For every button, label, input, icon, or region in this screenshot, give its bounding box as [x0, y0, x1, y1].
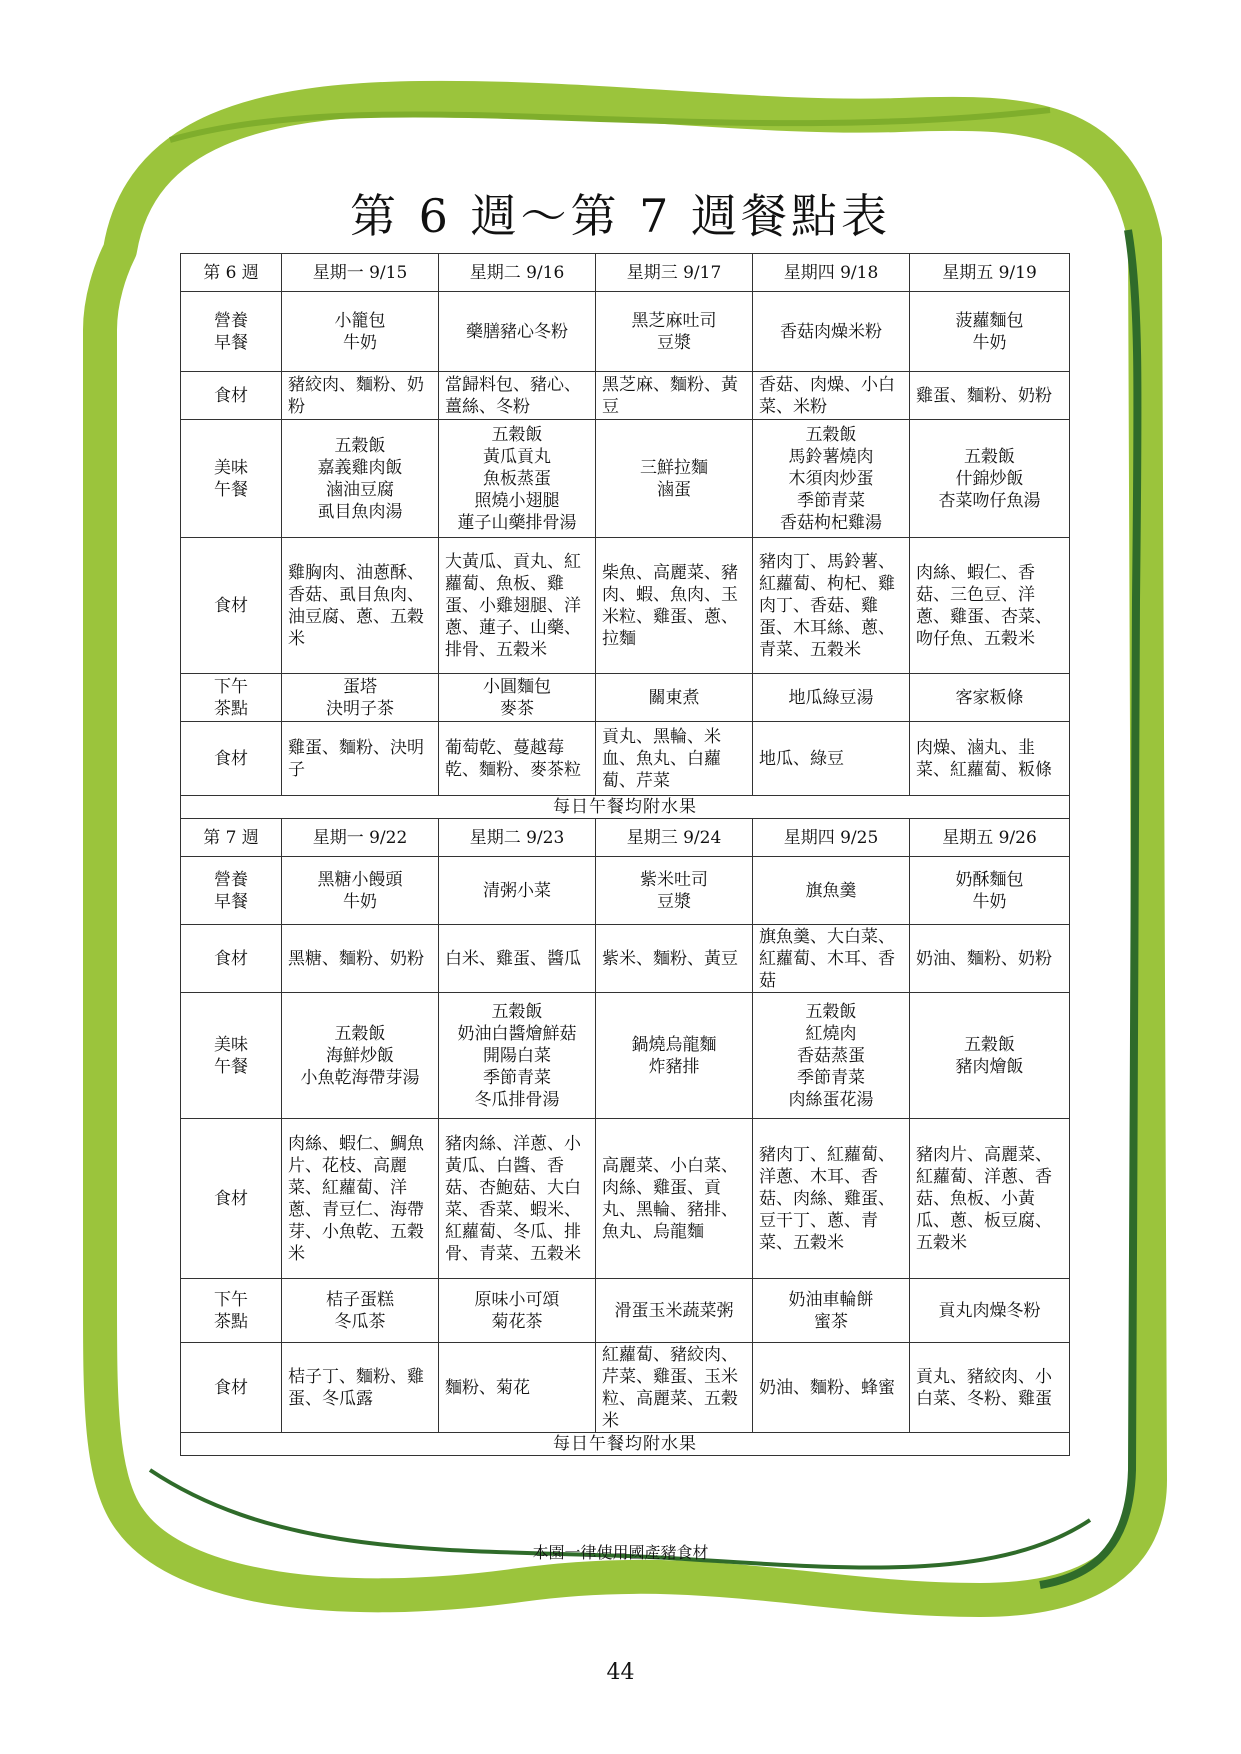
meal-row [181, 420, 1070, 538]
fruit-note-row [181, 796, 1070, 819]
meal-cell: 五穀飯 海鮮炒飯 小魚乾海帶芽湯 [282, 993, 439, 1119]
meal-row [181, 1279, 1070, 1343]
row-label: 食材 [181, 722, 282, 796]
meal-cell: 旗魚羹 [753, 857, 910, 925]
meal-cell: 黑糖小饅頭 牛奶 [282, 857, 439, 925]
meal-cell: 小圓麵包 麥茶 [439, 674, 596, 722]
ingredients-cell: 香菇、肉燥、小白菜、米粉 [753, 372, 910, 420]
ingredients-cell: 肉絲、蝦仁、香菇、三色豆、洋蔥、雞蛋、杏菜、吻仔魚、五穀米 [910, 538, 1070, 674]
day-header: 星期四 9/18 [753, 254, 910, 292]
meal-cell: 三鮮拉麵 滷蛋 [596, 420, 753, 538]
meal-cell: 桔子蛋糕 冬瓜茶 [282, 1279, 439, 1343]
meal-cell: 地瓜綠豆湯 [753, 674, 910, 722]
footer-note: 本園一律使用國產豬食材 [532, 1543, 709, 1562]
meal-cell: 客家粄條 [910, 674, 1070, 722]
meal-cell: 五穀飯 嘉義雞肉飯 滷油豆腐 虱目魚肉湯 [282, 420, 439, 538]
meal-row [181, 292, 1070, 372]
ingredients-row [181, 1343, 1070, 1433]
day-header: 星期四 9/25 [753, 819, 910, 857]
page-title: 第 6 週～第 7 週餐點表 [349, 189, 892, 243]
ingredients-cell: 桔子丁、麵粉、雞蛋、冬瓜露 [282, 1343, 439, 1433]
ingredients-cell: 白米、雞蛋、醬瓜 [439, 925, 596, 993]
meal-row [181, 857, 1070, 925]
meal-cell: 小籠包 牛奶 [282, 292, 439, 372]
day-header: 星期三 9/24 [596, 819, 753, 857]
meal-cell: 菠蘿麵包 牛奶 [910, 292, 1070, 372]
meal-cell: 五穀飯 紅燒肉 香菇蒸蛋 季節青菜 肉絲蛋花湯 [753, 993, 910, 1119]
day-header: 星期一 9/15 [282, 254, 439, 292]
ingredients-cell: 豬肉片、高麗菜、紅蘿蔔、洋蔥、香菇、魚板、小黃瓜、蔥、板豆腐、五穀米 [910, 1119, 1070, 1279]
ingredients-cell: 黑芝麻、麵粉、黃豆 [596, 372, 753, 420]
meal-row [181, 674, 1070, 722]
day-header: 星期二 9/23 [439, 819, 596, 857]
row-label: 下午 茶點 [181, 674, 282, 722]
meal-schedule-table [180, 253, 1070, 1456]
row-label: 下午 茶點 [181, 1279, 282, 1343]
ingredients-cell: 貢丸、黑輪、米血、魚丸、白蘿蔔、芹菜 [596, 722, 753, 796]
ingredients-row [181, 538, 1070, 674]
row-label: 食材 [181, 1343, 282, 1433]
meal-cell: 紫米吐司 豆漿 [596, 857, 753, 925]
meal-cell: 貢丸肉燥冬粉 [910, 1279, 1070, 1343]
fruit-note: 每日午餐均附水果 [181, 796, 1070, 819]
meal-cell: 奶酥麵包 牛奶 [910, 857, 1070, 925]
day-header: 星期一 9/22 [282, 819, 439, 857]
row-label: 美味 午餐 [181, 420, 282, 538]
row-label: 食材 [181, 1119, 282, 1279]
meal-cell: 鍋燒烏龍麵 炸豬排 [596, 993, 753, 1119]
week-label: 第 7 週 [181, 819, 282, 857]
ingredients-cell: 柴魚、高麗菜、豬肉、蝦、魚肉、玉米粒、雞蛋、蔥、拉麵 [596, 538, 753, 674]
ingredients-row [181, 372, 1070, 420]
ingredients-cell: 高麗菜、小白菜、肉絲、雞蛋、貢丸、黑輪、豬排、魚丸、烏龍麵 [596, 1119, 753, 1279]
ingredients-cell: 豬絞肉、麵粉、奶粉 [282, 372, 439, 420]
ingredients-cell: 豬肉絲、洋蔥、小黃瓜、白醬、香菇、杏鮑菇、大白菜、香菜、蝦米、紅蘿蔔、冬瓜、排骨、青菜、五穀米 [439, 1119, 596, 1279]
meal-cell: 黑芝麻吐司 豆漿 [596, 292, 753, 372]
week-header-row [181, 819, 1070, 857]
ingredients-cell: 雞蛋、麵粉、奶粉 [910, 372, 1070, 420]
meal-row [181, 993, 1070, 1119]
ingredients-row [181, 722, 1070, 796]
meal-cell: 五穀飯 馬鈴薯燒肉 木須肉炒蛋 季節青菜 香菇枸杞雞湯 [753, 420, 910, 538]
ingredients-cell: 大黃瓜、貢丸、紅蘿蔔、魚板、雞蛋、小雞翅腿、洋蔥、蓮子、山藥、排骨、五穀米 [439, 538, 596, 674]
row-label: 美味 午餐 [181, 993, 282, 1119]
row-label: 食材 [181, 925, 282, 993]
row-label: 營養 早餐 [181, 857, 282, 925]
ingredients-cell: 麵粉、菊花 [439, 1343, 596, 1433]
ingredients-cell: 豬肉丁、馬鈴薯、紅蘿蔔、枸杞、雞肉丁、香菇、雞蛋、木耳絲、蔥、青菜、五穀米 [753, 538, 910, 674]
ingredients-cell: 黑糖、麵粉、奶粉 [282, 925, 439, 993]
ingredients-row [181, 925, 1070, 993]
meal-cell: 五穀飯 奶油白醬燴鮮菇 開陽白菜 季節青菜 冬瓜排骨湯 [439, 993, 596, 1119]
day-header: 星期五 9/19 [910, 254, 1070, 292]
meal-cell: 五穀飯 豬肉燴飯 [910, 993, 1070, 1119]
fruit-note: 每日午餐均附水果 [181, 1433, 1070, 1456]
ingredients-cell: 地瓜、綠豆 [753, 722, 910, 796]
ingredients-cell: 葡萄乾、蔓越莓乾、麵粉、麥茶粒 [439, 722, 596, 796]
meal-cell: 藥膳豬心冬粉 [439, 292, 596, 372]
meal-cell: 五穀飯 什錦炒飯 杏菜吻仔魚湯 [910, 420, 1070, 538]
ingredients-cell: 雞蛋、麵粉、決明子 [282, 722, 439, 796]
week-header-row [181, 254, 1070, 292]
ingredients-cell: 雞胸肉、油蔥酥、香菇、虱目魚肉、油豆腐、蔥、五穀米 [282, 538, 439, 674]
ingredients-row [181, 1119, 1070, 1279]
ingredients-cell: 紅蘿蔔、豬絞肉、芹菜、雞蛋、玉米粒、高麗菜、五穀米 [596, 1343, 753, 1433]
day-header: 星期二 9/16 [439, 254, 596, 292]
ingredients-cell: 紫米、麵粉、黃豆 [596, 925, 753, 993]
ingredients-cell: 肉絲、蝦仁、鯛魚片、花枝、高麗菜、紅蘿蔔、洋蔥、青豆仁、海帶芽、小魚乾、五穀米 [282, 1119, 439, 1279]
ingredients-cell: 當歸料包、豬心、薑絲、冬粉 [439, 372, 596, 420]
ingredients-cell: 貢丸、豬絞肉、小白菜、冬粉、雞蛋 [910, 1343, 1070, 1433]
row-label: 營養 早餐 [181, 292, 282, 372]
ingredients-cell: 奶油、麵粉、奶粉 [910, 925, 1070, 993]
day-header: 星期五 9/26 [910, 819, 1070, 857]
meal-cell: 蛋塔 決明子茶 [282, 674, 439, 722]
meal-cell: 香菇肉燥米粉 [753, 292, 910, 372]
fruit-note-row [181, 1433, 1070, 1456]
ingredients-cell: 奶油、麵粉、蜂蜜 [753, 1343, 910, 1433]
row-label: 食材 [181, 372, 282, 420]
day-header: 星期三 9/17 [596, 254, 753, 292]
meal-cell: 五穀飯 黃瓜貢丸 魚板蒸蛋 照燒小翅腿 蓮子山藥排骨湯 [439, 420, 596, 538]
page-number: 44 [606, 1660, 635, 1685]
ingredients-cell: 旗魚羹、大白菜、紅蘿蔔、木耳、香菇 [753, 925, 910, 993]
row-label: 食材 [181, 538, 282, 674]
meal-cell: 關東煮 [596, 674, 753, 722]
meal-cell: 清粥小菜 [439, 857, 596, 925]
meal-cell: 原味小可頌 菊花茶 [439, 1279, 596, 1343]
meal-cell: 奶油車輪餅 蜜茶 [753, 1279, 910, 1343]
ingredients-cell: 豬肉丁、紅蘿蔔、洋蔥、木耳、香菇、肉絲、雞蛋、豆干丁、蔥、青菜、五穀米 [753, 1119, 910, 1279]
ingredients-cell: 肉燥、滷丸、韭菜、紅蘿蔔、粄條 [910, 722, 1070, 796]
meal-cell: 滑蛋玉米蔬菜粥 [596, 1279, 753, 1343]
week-label: 第 6 週 [181, 254, 282, 292]
